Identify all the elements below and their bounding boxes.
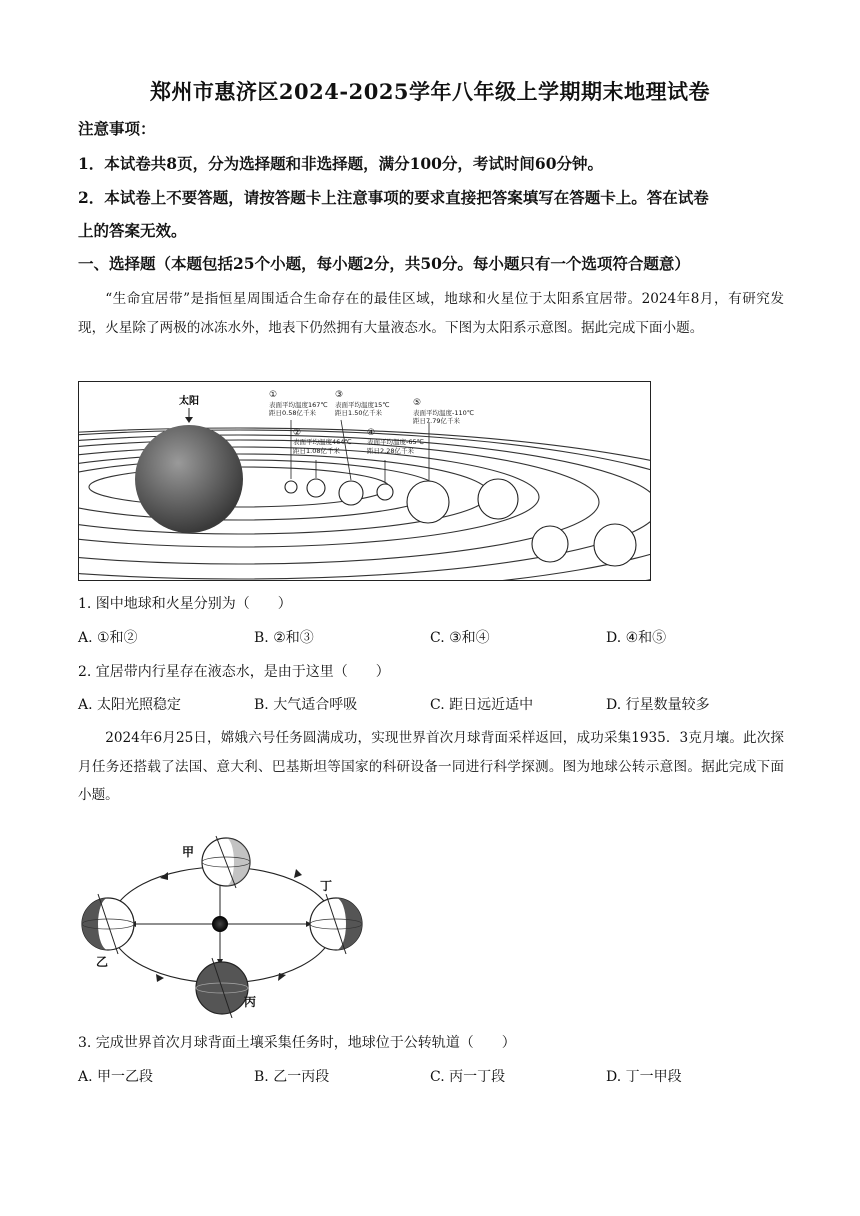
earth-bing-icon xyxy=(196,958,248,1018)
q3-option-a[interactable]: A. 甲一乙段 xyxy=(78,1069,154,1085)
svg-text:表面平均温度464℃: 表面平均温度464℃ xyxy=(293,438,352,446)
planet-uranus-icon xyxy=(532,526,568,562)
page-title: 郑州市惠济区2024-2025学年八年级上学期期末地理试卷 xyxy=(149,79,711,104)
q3-option-d[interactable]: D. 丁一甲段 xyxy=(606,1069,682,1085)
earth-yi-icon xyxy=(82,894,134,954)
notice-item-2-line-2: 上的答案无效。 xyxy=(78,221,187,240)
q2-option-a[interactable]: A. 太阳光照稳定 xyxy=(78,697,182,713)
earth-ding-icon xyxy=(310,894,362,954)
svg-text:表面平均温度-110℃: 表面平均温度-110℃ xyxy=(413,409,475,417)
svg-text:③: ③ xyxy=(335,390,344,400)
svg-text:距日1.08亿千米: 距日1.08亿千米 xyxy=(293,447,340,455)
notice-item-2-line-1: 2．本试卷上不要答题，请按答题卡上注意事项的要求直接把答案填写在答题卡上。答在试卷 xyxy=(78,188,709,207)
label-jia: 甲 xyxy=(182,845,195,859)
sun-icon xyxy=(212,916,228,932)
question-1-stem: 1. 图中地球和火星分别为（ ） xyxy=(78,596,292,612)
svg-text:②: ② xyxy=(293,428,302,438)
q1-option-d[interactable]: D. ④和⑤ xyxy=(606,630,667,646)
planet-mercury-icon xyxy=(285,481,297,493)
solar-system-figure xyxy=(78,381,651,581)
svg-text:表面平均温度15℃: 表面平均温度15℃ xyxy=(335,401,390,409)
q2-option-d[interactable]: D. 行星数量较多 xyxy=(606,697,710,713)
q3-option-b[interactable]: B. 乙一丙段 xyxy=(254,1069,330,1085)
question-3-stem: 3. 完成世界首次月球背面土壤采集任务时，地球位于公转轨道（ ） xyxy=(78,1035,516,1051)
sun-icon xyxy=(135,425,243,533)
passage-2: 2024年6月25日，嫦娥六号任务圆满成功，实现世界首次月球背面采样返回，成功采集1935．3克月壤。此次探月任务还搭载了法国、意大利、巴基斯坦等国家的科研设备一同进行科学探测。图为地球公转示意图。据此完成下面小题。 xyxy=(78,730,784,803)
earth-jia-icon xyxy=(202,836,250,888)
svg-text:①: ① xyxy=(269,390,278,400)
q3-option-c[interactable]: C. 丙一丁段 xyxy=(430,1069,506,1085)
q1-option-b[interactable]: B. ②和③ xyxy=(254,630,314,646)
planet-earth-icon xyxy=(339,481,363,505)
label-yi: 乙 xyxy=(96,955,109,969)
section-heading: 一、选择题（本题包括25个小题，每小题2分，共50分。每小题只有一个选项符合题意） xyxy=(78,254,690,273)
svg-text:距日1.50亿千米: 距日1.50亿千米 xyxy=(335,409,382,417)
svg-text:距日0.58亿千米: 距日0.58亿千米 xyxy=(269,409,316,417)
planet-mars-icon xyxy=(377,484,393,500)
passage-1: “生命宜居带”是指恒星周围适合生命存在的最佳区域，地球和火星位于太阳系宜居带。2024年8月，有研究发现，火星除了两极的冰冻水外，地表下仍然拥有大量液态水。下图为太阳系示意图。据此完成下面小题。 xyxy=(78,291,784,336)
q1-option-c[interactable]: C. ③和④ xyxy=(430,630,490,646)
q2-option-c[interactable]: C. 距日远近适中 xyxy=(430,697,534,713)
planet-neptune-icon xyxy=(594,524,636,566)
svg-text:距日2.28亿千米: 距日2.28亿千米 xyxy=(367,447,414,455)
planet-venus-icon xyxy=(307,479,325,497)
q2-option-b[interactable]: B. 大气适合呼吸 xyxy=(254,697,358,713)
svg-text:表面平均温度167℃: 表面平均温度167℃ xyxy=(269,401,328,409)
earth-revolution-figure xyxy=(76,828,376,1018)
svg-text:④: ④ xyxy=(367,428,376,438)
planet-jupiter-icon xyxy=(407,481,449,523)
svg-text:距日7.79亿千米: 距日7.79亿千米 xyxy=(413,417,460,425)
label-ding: 丁 xyxy=(320,879,333,893)
notice-item-1: 1．本试卷共8页，分为选择题和非选择题，满分100分，考试时间60分钟。 xyxy=(78,154,603,173)
label-bing: 丙 xyxy=(244,995,257,1009)
notice-heading: 注意事项： xyxy=(78,119,156,138)
q1-option-a[interactable]: A. ①和② xyxy=(78,630,138,646)
planet-saturn-icon xyxy=(478,479,518,519)
sun-label: 太阳 xyxy=(179,396,199,407)
question-2-stem: 2. 宜居带内行星存在液态水，是由于这里（ ） xyxy=(78,664,390,680)
svg-text:⑤: ⑤ xyxy=(413,398,422,408)
svg-text:表面平均温度-65℃: 表面平均温度-65℃ xyxy=(367,438,424,446)
